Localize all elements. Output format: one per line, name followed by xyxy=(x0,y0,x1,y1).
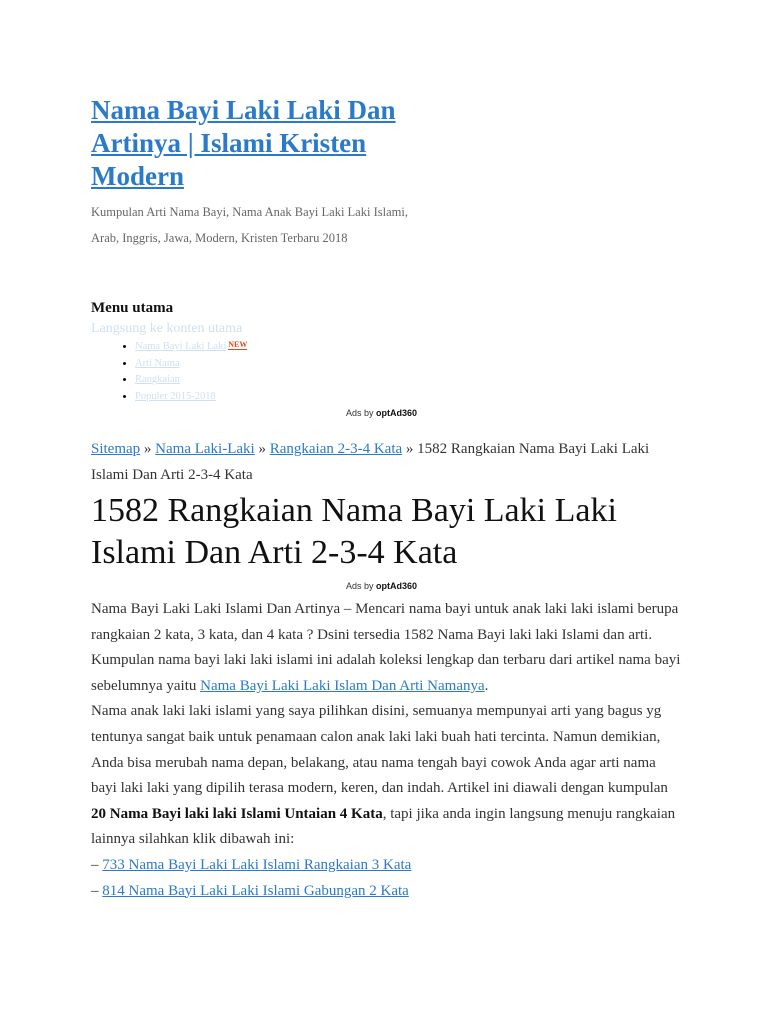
paragraph xyxy=(91,699,681,853)
paragraph-end: . xyxy=(484,677,489,694)
link-line xyxy=(91,879,681,905)
paragraph-text: Nama anak laki laki islami yang saya pilihkan disini, semuanya mempunyai arti yang bagus yg tentunya sangat baik untuk penamaan calon anak laki laki buah hati tercinta. Namun demikian, Anda bisa merubah nama depan, belakang, atau nama tengah bayi cowok Anda agar arti nama bayi laki laki yang dipilih terasa modern, keren, dan indah. Artikel ini diawali dengan kumpulan xyxy=(91,703,668,797)
breadcrumb-separator: » xyxy=(143,441,152,457)
link-733-nama-bayi[interactable]: 733 Nama Bayi Laki Laki Islami Rangkaian 3 Kata xyxy=(102,856,412,873)
breadcrumb-rangkaian[interactable]: Rangkaian 2-3-4 Kata xyxy=(269,441,403,457)
menu-item-nama-bayi-laki-laki[interactable]: Nama Bayi Laki Laki xyxy=(135,341,227,352)
breadcrumb-sitemap[interactable]: Sitemap xyxy=(91,441,141,457)
dash: – xyxy=(91,856,99,873)
menu-item-rangkaian[interactable]: Rangkaian xyxy=(135,374,180,385)
ads-prefix: Ads by xyxy=(346,581,374,591)
skip-to-content-link[interactable]: Langsung ke konten utama xyxy=(91,321,243,336)
ads-brand: optAd360 xyxy=(376,581,418,591)
ads-label[interactable] xyxy=(346,581,417,591)
ads-brand: optAd360 xyxy=(376,408,418,418)
post-content xyxy=(91,597,681,904)
site-description: Kumpulan Arti Nama Bayi, Nama Anak Bayi Laki Laki Islami, Arab, Inggris, Jawa, Modern, Kristen Terbaru 2018 xyxy=(91,205,408,245)
breadcrumb-nama-laki-laki[interactable]: Nama Laki-Laki xyxy=(155,441,255,457)
paragraph-end: , tapi jika anda ingin langsung menuju rangkaian lainnya silahkan klik dibawah ini: xyxy=(91,805,676,848)
menu-heading: Menu utama xyxy=(91,300,174,316)
link-814-nama-bayi[interactable]: 814 Nama Bayi Laki Laki Islami Gabungan 2 Kata xyxy=(102,882,409,899)
menu-item xyxy=(135,389,247,406)
menu-item-populer[interactable]: Populer 2015-2018 xyxy=(135,390,216,402)
breadcrumb-separator: » xyxy=(258,441,266,457)
bold-text: 20 Nama Bayi laki laki Islami Untaian 4 Kata xyxy=(91,805,383,822)
dash: – xyxy=(91,882,99,899)
link-line xyxy=(91,853,681,879)
site-title-link[interactable]: Nama Bayi Laki Laki Dan Artinya | Islami Kristen Modern xyxy=(91,95,396,191)
menu-item-arti-nama[interactable]: Arti Nama xyxy=(135,357,180,369)
breadcrumb-current: 1582 Rangkaian Nama Bayi Laki Laki Islami Dan Arti 2-3-4 Kata xyxy=(91,441,650,483)
paragraph xyxy=(91,597,681,699)
inline-article-link[interactable]: Nama Bayi Laki Laki Islam Dan Arti Namanya xyxy=(200,677,485,694)
breadcrumb xyxy=(91,436,681,488)
breadcrumb-separator: » xyxy=(405,441,414,457)
post-title: 1582 Rangkaian Nama Bayi Laki Laki Islami Dan Arti 2-3-4 Kata xyxy=(91,492,617,571)
ads-label[interactable] xyxy=(346,408,417,418)
paragraph-text: Nama Bayi Laki Laki Islami Dan Artinya – Mencari nama bayi untuk anak laki laki islami berupa rangkaian 2 kata, 3 kata, dan 4 kata ? Dsini tersedia 1582 Nama Bayi laki laki Islami dan arti. Kumpulan nama bayi laki laki islami ini adalah koleksi lengkap dan terbaru dari artikel nama bayi sebelumnya yaitu xyxy=(91,601,681,694)
menu-item xyxy=(135,356,247,373)
menu-item xyxy=(135,339,247,356)
main-menu xyxy=(119,339,247,405)
site-title xyxy=(91,94,451,193)
new-badge: NEW xyxy=(228,340,248,349)
ads-prefix: Ads by xyxy=(346,408,374,418)
menu-item xyxy=(135,372,247,389)
